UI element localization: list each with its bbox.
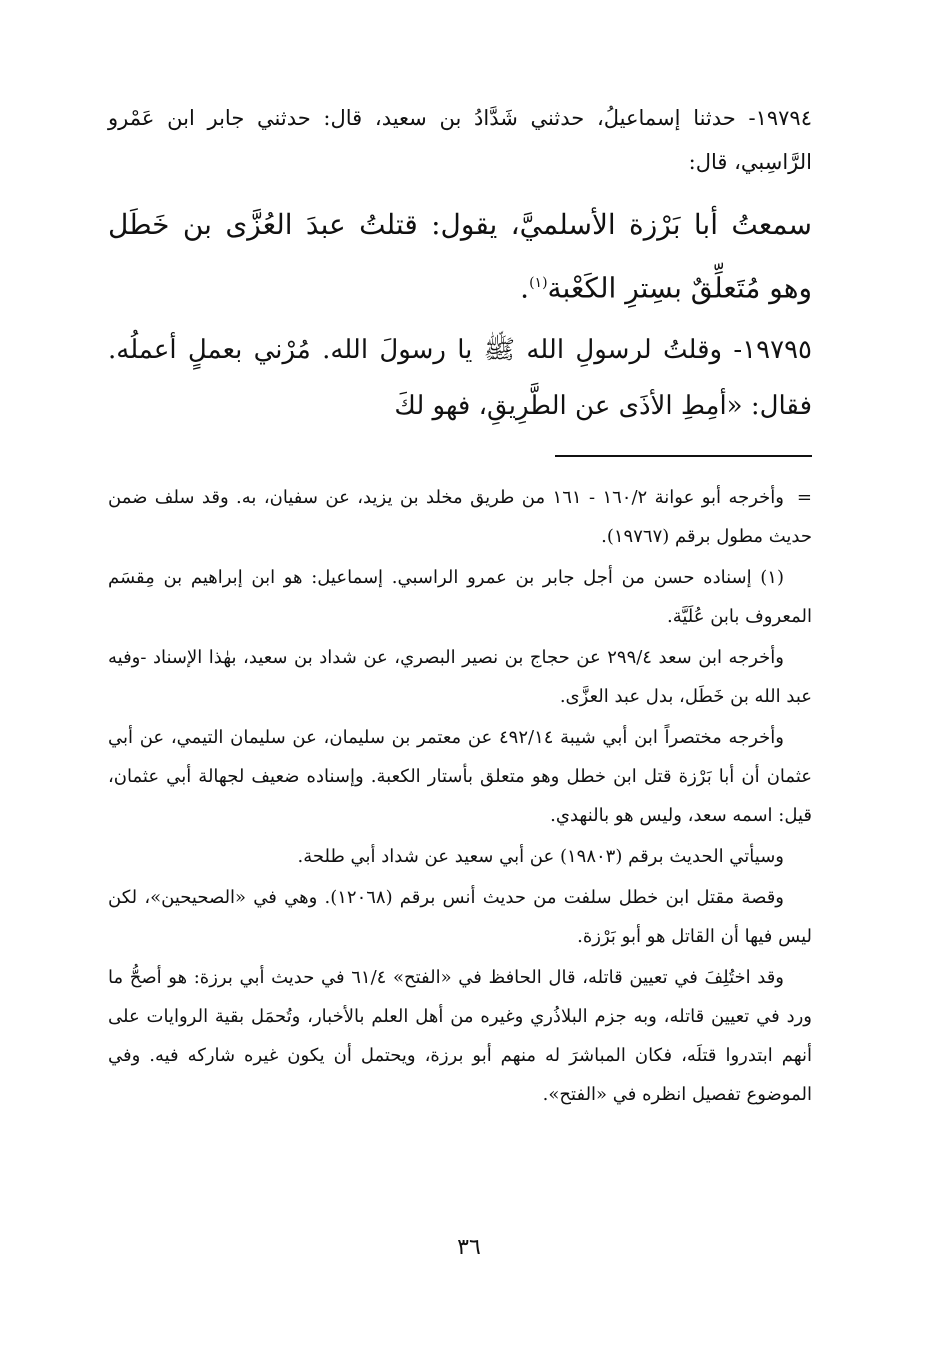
footnote-1-ibn-abi-shaybah: وأخرجه مختصراً ابن أبي شيبة ٤٩٢/١٤ عن معتمر بن سليمان، عن سليمان التيمي، عن أبي عثمان أن أبا بَرْزة قتل ابن خطل وهو متعلق بأستار الكعبة. وإسناده ضعيف لجهالة أبي عثمان، قيل: اسمه سعد، وليس هو بالنهدي. — [108, 727, 812, 826]
page-number: ٣٦ — [457, 1235, 481, 1260]
hadith-19794-text: سمعتُ أبا بَرْزة الأسلميَّ، يقول: قتلتُ عبدَ العُزَّى بن خَطَل وهو مُتَعلِّقٌ بسِترِ الكَعْبة — [108, 208, 812, 305]
footnotes — [108, 478, 812, 1116]
main-text — [108, 96, 812, 434]
footnote-1-crossref-19803: وسيأتي الحديث برقم (١٩٨٠٣) عن أبي سعيد عن شداد أبي طلحة. — [297, 846, 784, 867]
footnote-continued-text: وأخرجه أبو عوانة ١٦٠/٢ - ١٦١ من طريق مخلد بن يزيد، عن سفيان، به. وقد سلف ضمن حديث مطول برقم (١٩٧٦٧). — [108, 487, 812, 547]
footnote-continued — [108, 478, 812, 556]
hadith-19794-isnad: ١٩٧٩٤- حدثنا إسماعيلُ، حدثني شَدَّادُ بن سعيد، قال: حدثني جابر ابن عَمْرو الرَّاسِبي، قال: — [108, 106, 812, 174]
footnote-1-fath-quote: وقد اختُلِفَ في تعيين قاتله، قال الحافظ في «الفتح» ٦١/٤ في حديث أبي برزة: هو أصحُّ ما ورد في تعيين قاتله، وبه جزم البلاذُري وغيره من أهل العلم بالأخبار، وتُحمَل بقية الروايات على أنهم ابتدروا قتلَه، فكان المباشرَ له منهم أبو برزة، ويحتمل أن يكون غيره شاركه فيه. وفي الموضوع تفصيل انظره في «الفتح». — [108, 967, 812, 1105]
footnote-1: (١) إسناده حسن من أجل جابر بن عمرو الراسبي. إسماعيل: هو ابن إبراهيم بن مِقسَم المعروف بابن عُلَيَّة. — [108, 567, 812, 627]
footnote-1-ibn-saad: وأخرجه ابن سعد ٢٩٩/٤ عن حجاج بن نصير البصري، عن شداد بن سعيد، بهٰذا الإسناد -وفيه عبد الله بن خَطَل، بدل عبد العزَّى. — [108, 647, 812, 707]
footnote-ref-1[interactable]: (١) — [529, 275, 548, 291]
footnote-separator — [555, 455, 812, 457]
hadith-19794-matn — [108, 196, 812, 314]
continuation-marker: = — [796, 487, 812, 508]
footnote-1-crossref-12068: وقصة مقتل ابن خطل سلفت من حديث أنس برقم (١٢٠٦٨). وهي في «الصحيحين»، لكن ليس فيها أن القاتل هو أبو بَرْزة. — [108, 887, 812, 947]
hadith-19795: ١٩٧٩٥- وقلتُ لرسولِ الله ﷺ يا رسولَ الله. مُرْني بعملٍ أعملُه. فقال: «أمِطِ الأذَى عن الطَّرِيقِ، فهو لكَ — [108, 335, 812, 421]
hadith-19794-end: . — [520, 271, 530, 305]
